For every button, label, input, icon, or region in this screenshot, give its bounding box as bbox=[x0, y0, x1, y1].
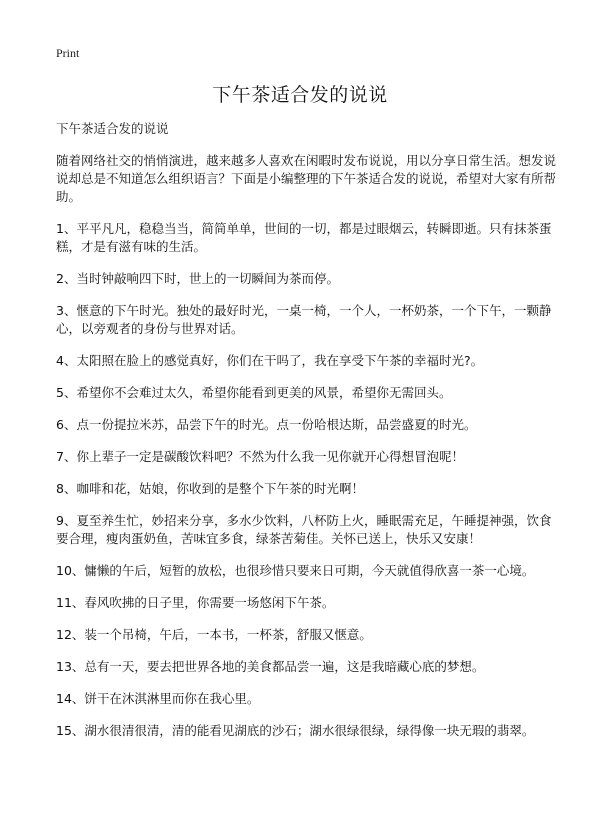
list-item: 14、饼干在沐淇淋里而你在我心里。 bbox=[56, 691, 260, 706]
document-subtitle: 下午茶适合发的说说 bbox=[56, 121, 169, 136]
document-body bbox=[56, 120, 556, 754]
print-link[interactable]: Print bbox=[56, 46, 80, 60]
intro-paragraph: 随着网络社交的悄悄演进，越来越多人喜欢在闲暇时发布说说，用以分享日常生活。想发说说却总是不知道怎么组织语言？下面是小编整理的下午茶适合发的说说，希望对大家有所帮助。 bbox=[56, 153, 557, 204]
list-item: 13、总有一天，要去把世界各地的美食都品尝一遍，这是我暗藏心底的梦想。 bbox=[56, 659, 485, 674]
list-item: 7、你上辈子一定是碳酸饮料吧？不然为什么我一见你就开心得想冒泡呢！ bbox=[56, 449, 464, 464]
list-item: 3、惬意的下午时光。独处的最好时光，一桌一椅，一个人，一杯奶茶，一个下午，一颗静心，以旁观者的身份与世界对话。 bbox=[56, 303, 552, 336]
list-item: 1、平平凡凡，稳稳当当，简简单单，世间的一切，都是过眼烟云，转瞬即逝。只有抹茶蛋糕，才是有滋有味的生活。 bbox=[56, 221, 552, 254]
list-item: 9、夏至养生忙，妙招来分享，多水少饮料，八杯防上火，睡眠需充足，午睡提神强，饮食要合理，瘦肉蛋奶鱼，苦味宜多食，绿茶苦菊佳。关怀已送上，快乐又安康！ bbox=[56, 513, 552, 546]
list-item: 12、装一个吊椅，午后，一本书，一杯茶，舒服又惬意。 bbox=[56, 627, 372, 642]
list-item: 6、点一份提拉米苏，品尝下午的时光。点一份哈根达斯，品尝盛夏的时光。 bbox=[56, 417, 477, 432]
list-item: 2、当时钟敲响四下时，世上的一切瞬间为茶而停。 bbox=[56, 271, 339, 286]
list-item: 4、太阳照在脸上的感觉真好，你们在干吗了，我在享受下午茶的幸福时光?。 bbox=[56, 353, 484, 368]
list-item: 15、湖水很清很清，清的能看见湖底的沙石；湖水很绿很绿，绿得像一块无瑕的翡翠。 bbox=[56, 723, 535, 738]
list-item: 11、春风吹拂的日子里，你需要一场悠闲下午茶。 bbox=[56, 595, 335, 610]
document-title: 下午茶适合发的说说 bbox=[212, 84, 388, 106]
list-item: 10、慵懒的午后，短暂的放松，也很珍惜只要来日可期，今天就值得欣喜一茶一心境。 bbox=[56, 563, 535, 578]
list-item: 5、希望你不会难过太久，希望你能看到更美的风景，希望你无需回头。 bbox=[56, 385, 452, 400]
list-item: 8、咖啡和花，姑娘，你收到的是整个下午茶的时光啊！ bbox=[56, 481, 364, 496]
